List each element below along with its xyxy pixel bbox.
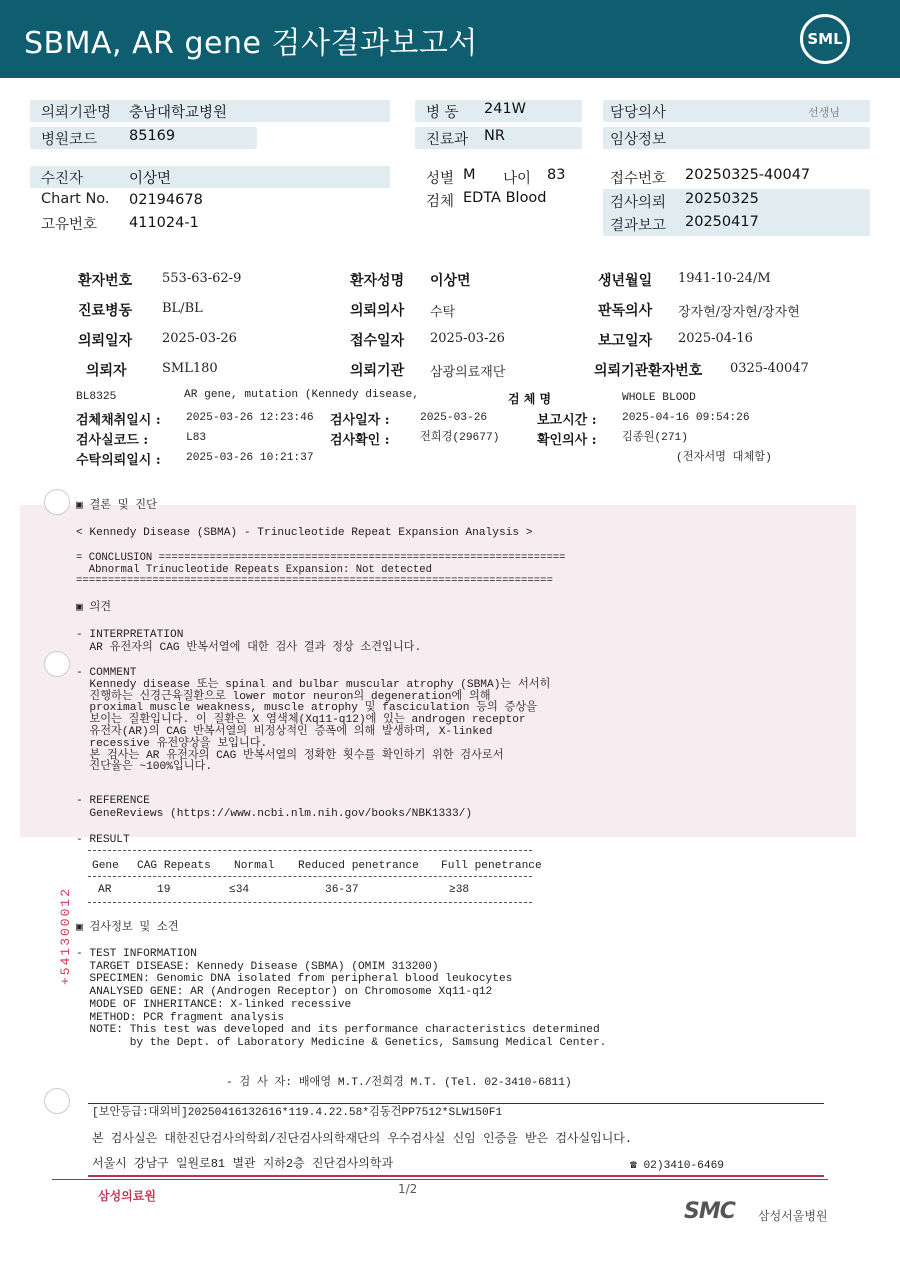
scan-r1-v1: 553-63-62-9 xyxy=(162,271,242,286)
test-name: AR gene, mutation (Kennedy disease, xyxy=(184,389,419,401)
m1-v3: 2025-04-16 09:54:26 xyxy=(622,412,750,424)
m2-l1: 검사실코드 : xyxy=(76,433,149,448)
m2-l2: 검사확인 : xyxy=(330,433,390,448)
footer-left-brand: 삼성의료원 xyxy=(98,1189,156,1203)
report-label: 결과보고 xyxy=(610,218,667,234)
certification-line: 본 검사실은 대한진단검사의학회/진단검사의학재단의 우수검사실 신임 인증을 받은 검사실입니다. xyxy=(92,1132,633,1146)
scan-r4-l3: 의뢰기관환자번호 xyxy=(594,363,703,379)
scan-r4-v3: 0325-40047 xyxy=(730,361,809,376)
m1-v1: 2025-03-26 12:23:46 xyxy=(186,412,314,424)
scan-r2-l3: 판독의사 xyxy=(598,303,653,319)
specimen-label: 검체 xyxy=(426,194,455,210)
scan-r2-l2: 의뢰의사 xyxy=(350,303,405,319)
code-label: 병원코드 xyxy=(41,132,98,148)
m3-l1: 수탁의뢰일시 : xyxy=(76,453,161,468)
uid-value: 411024-1 xyxy=(129,215,199,231)
dept-value: NR xyxy=(484,128,505,144)
td-normal: ≤34 xyxy=(229,884,250,896)
age-value: 83 xyxy=(547,167,566,183)
scan-r1-l2: 환자성명 xyxy=(350,273,405,289)
m1-v2: 2025-03-26 xyxy=(420,412,488,424)
table-top-rule xyxy=(88,850,532,851)
m1-l3: 보고시간 : xyxy=(537,413,597,428)
phone-line: ☎ 02)3410-6469 xyxy=(630,1160,725,1172)
scan-r2-l1: 진료병동 xyxy=(78,303,133,319)
address-line: 서울시 강남구 일원로81 별관 지하2층 진단검사의학과 xyxy=(92,1157,394,1171)
td-gene: AR xyxy=(98,884,112,896)
patient-box xyxy=(30,166,390,188)
age-label: 나이 xyxy=(503,171,532,187)
footer-rule-3 xyxy=(52,1179,828,1180)
table-mid-rule xyxy=(88,876,532,877)
report-value: 20250417 xyxy=(685,214,759,230)
scan-r4-v1: SML180 xyxy=(162,361,218,376)
scan-r3-v3: 2025-04-16 xyxy=(678,331,753,346)
m2-v1: L83 xyxy=(186,432,207,444)
footer-rule-2 xyxy=(88,1175,824,1177)
footer-rule-1 xyxy=(88,1103,824,1104)
receipt-label: 접수번호 xyxy=(610,171,667,187)
request-value: 20250325 xyxy=(685,191,759,207)
punch-hole-1 xyxy=(44,489,70,515)
th-gene: Gene xyxy=(92,860,119,872)
esign-note: (전자서명 대체함) xyxy=(676,452,772,464)
report-title: SBMA, AR gene 검사결과보고서 xyxy=(24,26,478,61)
smc-logo: SMC xyxy=(684,1199,735,1224)
section-opinion-heading: ▣ 의견 xyxy=(76,602,112,614)
scan-r1-v2: 이상면 xyxy=(430,273,471,289)
scan-r4-l2: 의뢰기관 xyxy=(350,363,405,379)
patient-label: 수진자 xyxy=(41,171,84,187)
th-reduced: Reduced penetrance xyxy=(298,860,419,872)
scan-r1-v3: 1941-10-24/M xyxy=(678,271,771,286)
section-conclusion-heading: ▣ 결론 및 진단 xyxy=(76,500,157,512)
td-full: ≥38 xyxy=(449,884,470,896)
m2-l3: 확인의사 : xyxy=(537,433,597,448)
receipt-value: 20250325-40047 xyxy=(685,167,811,183)
inst-value: 충남대학교병원 xyxy=(129,105,228,121)
td-reduced: 36-37 xyxy=(325,884,359,896)
scan-r3-l3: 보고일자 xyxy=(598,333,653,349)
scan-r4-v2: 삼광의료재단 xyxy=(430,365,506,380)
table-bottom-rule xyxy=(88,902,532,903)
interpretation-block: - INTERPRETATION AR 유전자의 CAG 반복서열에 대한 검사 결과 정상 소견입니다. xyxy=(76,629,422,654)
punch-hole-3 xyxy=(44,1088,70,1114)
test-code: BL8325 xyxy=(76,391,117,403)
testinfo-block: - TEST INFORMATION TARGET DISEASE: Kennedy Disease (SBMA) (OMIM 313200) SPECIMEN: Genomic DNA isolated from peripheral blood leukocytes ANALYSED GENE: AR (Androgen Receptor) on Chromosome Xq11-q12 MODE OF INHERITANCE: X-linked recessive METHOD: PCR fragment analysis NOTE: This test was developed and its performance characteristics determined by the Dept. of Laboratory Medicine & Genetics, Samsung Medical Center. xyxy=(76,948,607,1049)
conclusion-block: = CONCLUSION ================================================================ Abnormal Trinucleotide Repeats Expansion: Not detected =========================================================================== xyxy=(76,552,566,587)
doctor-suffix: 선생님 xyxy=(808,106,840,119)
th-full: Full penetrance xyxy=(441,860,542,872)
m2-v2: 전희경(29677) xyxy=(420,432,500,444)
code-value: 85169 xyxy=(129,128,176,144)
result-heading: - RESULT xyxy=(76,834,130,846)
th-cag: CAG Repeats xyxy=(137,860,211,872)
scan-r3-l2: 접수일자 xyxy=(350,333,405,349)
reference-block: - REFERENCE GeneReviews (https://www.ncbi.nlm.nih.gov/books/NBK1333/) xyxy=(76,795,473,820)
scan-r3-v2: 2025-03-26 xyxy=(430,331,505,346)
request-label: 검사의뢰 xyxy=(610,195,667,211)
punch-hole-2 xyxy=(44,651,70,677)
uid-label: 고유번호 xyxy=(41,217,98,233)
footer-right-brand: 삼성서울병원 xyxy=(758,1209,828,1223)
scan-r1-l3: 생년월일 xyxy=(598,273,653,289)
m1-l2: 검사일자 : xyxy=(330,413,390,428)
chart-label: Chart No. xyxy=(41,191,110,207)
ward-label: 병 동 xyxy=(426,105,459,121)
scan-r3-l1: 의뢰일자 xyxy=(78,333,133,349)
section-testinfo-heading: ▣ 검사정보 및 소견 xyxy=(76,922,179,934)
patient-value: 이상면 xyxy=(129,171,172,187)
scan-r3-v1: 2025-03-26 xyxy=(162,331,237,346)
scan-r2-v3: 장자현/장자현/장자현 xyxy=(678,305,800,320)
comment-block: - COMMENT Kennedy disease 또는 spinal and bulbar muscular atrophy (SBMA)는 서서히 진행하는 신경근육질환으로 lower motor neuron의 degeneration에 의해 proximal muscle weakness, muscle atrophy 및 fasciculation 등의 증상을 보이는 질환입니다. 이 질환은 X 염색체(Xq11-q12)에 있는 androgen receptor 유전자(AR)의 CAG 반복서열의 비정상적인 증폭에 의해 발생하며, X-linked recessive 유전양상을 보입니다. 본 검사는 AR 유전자의 CAG 반복서열의 정확한 횟수를 확인하기 위한 검사로서 진단율은 ~100%입니다. xyxy=(76,667,551,774)
chart-value: 02194678 xyxy=(129,192,203,208)
m3-v1: 2025-03-26 10:21:37 xyxy=(186,452,314,464)
th-normal: Normal xyxy=(234,860,275,872)
specimen-value: EDTA Blood xyxy=(463,190,547,206)
m1-l1: 검체채취일시 : xyxy=(76,413,161,428)
clinical-label: 임상정보 xyxy=(610,132,667,148)
doctor-label: 담당의사 xyxy=(610,105,667,121)
report-header xyxy=(0,0,900,78)
inst-label: 의뢰기관명 xyxy=(41,105,112,121)
scan-r2-v1: BL/BL xyxy=(162,301,203,316)
examiner-line: - 검 사 자: 배애영 M.T./전희경 M.T. (Tel. 02-3410-6811) xyxy=(226,1077,572,1089)
analysis-title: < Kennedy Disease (SBMA) - Trinucleotide Repeat Expansion Analysis > xyxy=(76,527,533,539)
specimen-name-value: WHOLE BLOOD xyxy=(622,392,696,404)
dept-label: 진료과 xyxy=(426,132,469,148)
td-cag: 19 xyxy=(157,884,171,896)
sex-value: M xyxy=(463,167,476,183)
specimen-name-label: 검 체 명 xyxy=(508,392,552,406)
scan-r4-l1: 의뢰자 xyxy=(86,363,127,379)
sex-label: 성별 xyxy=(426,171,455,187)
scan-r1-l1: 환자번호 xyxy=(78,273,133,289)
sml-logo: SML xyxy=(800,14,850,64)
scan-r2-v2: 수탁 xyxy=(430,305,456,320)
page-number: 1/2 xyxy=(398,1182,418,1196)
m2-v3: 김종원(271) xyxy=(622,432,688,444)
side-serial-number: +541300012 xyxy=(58,886,73,985)
ward-value: 241W xyxy=(484,101,527,117)
security-line: [보안등급:대외비]20250416132616*119.4.22.58*김동건PP7512*SLW150F1 xyxy=(92,1107,503,1119)
